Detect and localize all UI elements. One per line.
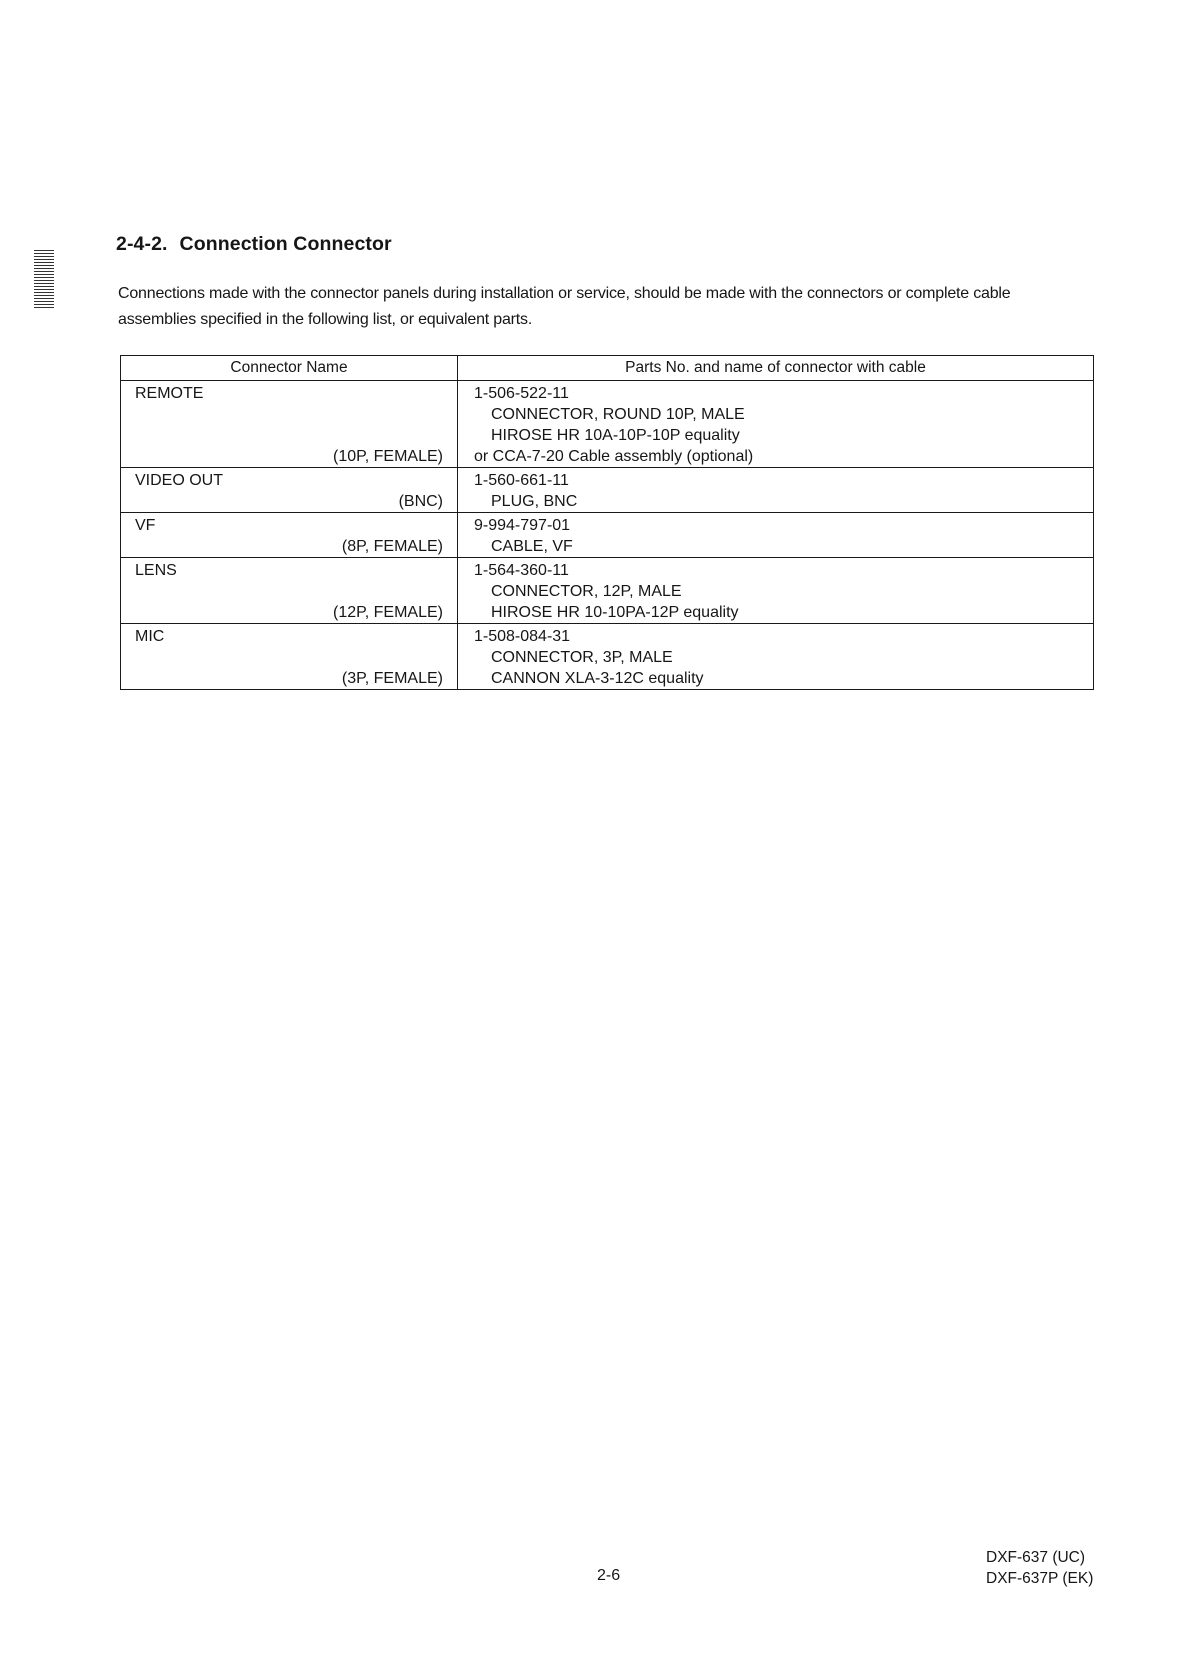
connector-cell xyxy=(121,624,458,689)
section-number: 2-4-2. xyxy=(116,233,168,255)
part-description: CONNECTOR, 3P, MALE xyxy=(491,649,673,666)
connector-name: REMOTE xyxy=(135,385,204,402)
page-number: 2-6 xyxy=(597,1567,621,1584)
intro-line: Connections made with the connector panels during installation or service, should be made with the connectors or complete cable xyxy=(118,285,1011,302)
part-description: CONNECTOR, 12P, MALE xyxy=(491,583,682,600)
part-description: CONNECTOR, ROUND 10P, MALE xyxy=(491,406,745,423)
part-number: 1-508-084-31 xyxy=(474,628,571,645)
part-alternative: or CCA-7-20 Cable assembly (optional) xyxy=(474,448,754,465)
part-number: 1-506-522-11 xyxy=(474,385,569,402)
connector-type: (10P, FEMALE) xyxy=(333,448,443,465)
parts-cell xyxy=(458,558,1093,623)
model-identifiers xyxy=(986,1547,1093,1589)
table-row xyxy=(121,381,1093,468)
table-row xyxy=(121,558,1093,624)
connector-cell xyxy=(121,468,458,512)
part-description: CABLE, VF xyxy=(491,538,573,555)
intro-paragraph xyxy=(118,281,1118,333)
connector-type: (BNC) xyxy=(398,493,443,510)
intro-line: assemblies specified in the following list, or equivalent parts. xyxy=(118,311,533,328)
table-row xyxy=(121,513,1093,558)
connector-cell xyxy=(121,381,458,467)
part-description: HIROSE HR 10-10PA-12P equality xyxy=(491,604,739,621)
connector-type: (12P, FEMALE) xyxy=(333,604,443,621)
part-description: PLUG, BNC xyxy=(491,493,578,510)
parts-cell xyxy=(458,468,1093,512)
part-number: 9-994-797-01 xyxy=(474,517,571,534)
part-number: 1-560-661-11 xyxy=(474,472,569,489)
connector-table xyxy=(120,355,1094,690)
header-parts-no: Parts No. and name of connector with cable xyxy=(625,359,926,376)
connector-name: VIDEO OUT xyxy=(135,472,224,489)
header-connector-name: Connector Name xyxy=(121,356,458,380)
connector-name: VF xyxy=(135,517,156,534)
connector-cell xyxy=(121,558,458,623)
connector-type: (8P, FEMALE) xyxy=(341,538,443,555)
part-description: CANNON XLA-3-12C equality xyxy=(491,670,704,687)
section-heading xyxy=(116,233,392,256)
connector-name: LENS xyxy=(135,562,177,579)
part-description: HIROSE HR 10A-10P-10P equality xyxy=(491,427,740,444)
margin-bar-mark xyxy=(34,250,54,308)
table-row xyxy=(121,624,1093,689)
connector-cell xyxy=(121,513,458,557)
section-title: Connection Connector xyxy=(179,233,392,255)
parts-cell xyxy=(458,624,1093,689)
parts-cell xyxy=(458,513,1093,557)
table-row xyxy=(121,468,1093,513)
table-header-row xyxy=(121,356,1093,381)
model-ek: DXF-637P (EK) xyxy=(986,1570,1094,1587)
connector-type: (3P, FEMALE) xyxy=(341,670,443,687)
model-uc: DXF-637 (UC) xyxy=(986,1549,1086,1566)
parts-cell xyxy=(458,381,1093,467)
part-number: 1-564-360-11 xyxy=(474,562,569,579)
connector-name: MIC xyxy=(135,628,165,645)
